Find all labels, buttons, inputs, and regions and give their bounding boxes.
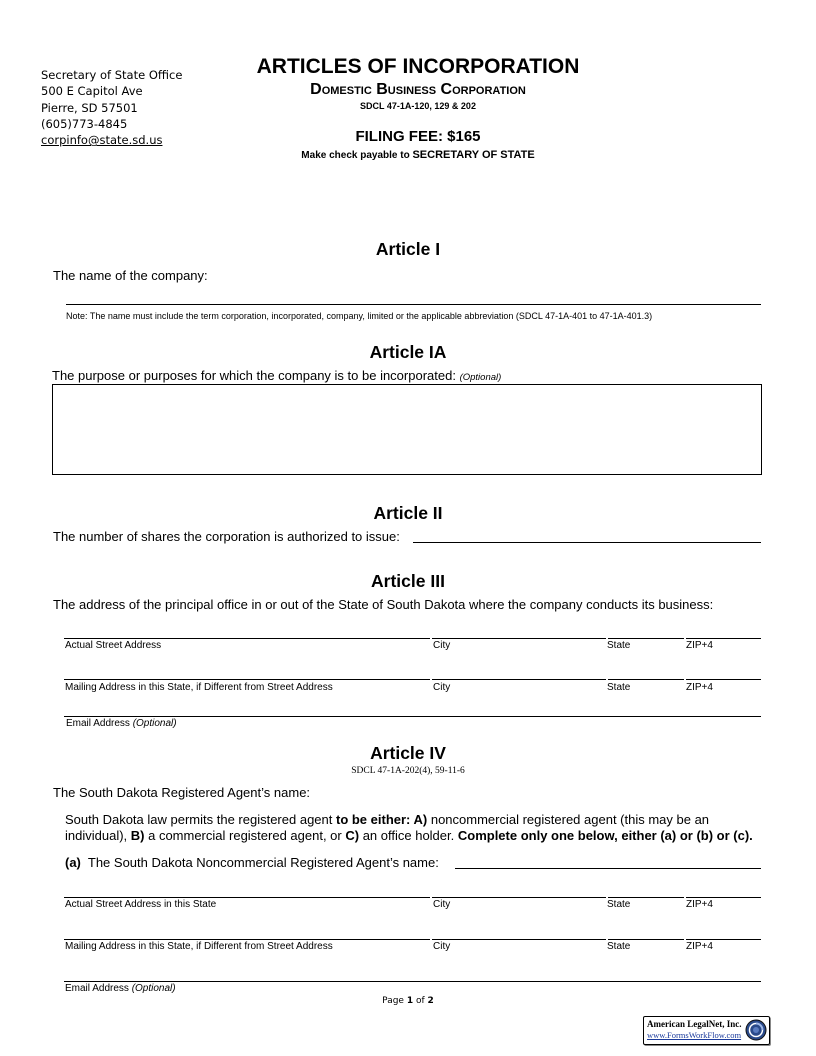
principal-email-optional: (Optional): [132, 718, 177, 729]
agent-city-label: City: [433, 899, 451, 910]
article-1a-optional: (Optional): [459, 372, 502, 383]
principal-city-label: City: [433, 640, 451, 651]
page-total: 2: [427, 996, 434, 1006]
article-2-prompt: The number of shares the corporation is authorized to issue:: [53, 529, 400, 544]
page-current: 1: [406, 996, 414, 1006]
agent-zip-label: ZIP+4: [686, 899, 713, 910]
option-a-marker: (a): [65, 855, 81, 870]
agent-mailing-state-field[interactable]: [608, 939, 684, 940]
article-4-heading: Article IV: [370, 743, 446, 763]
agent-email-label: [65, 983, 176, 994]
option-a-prompt-text: The South Dakota Noncommercial Registered Agent’s name:: [87, 855, 439, 870]
principal-email-label-text: Email Address: [66, 718, 130, 729]
principal-mailing-city-field[interactable]: [432, 679, 606, 680]
principal-street-field[interactable]: [64, 638, 430, 639]
agent-mailing-city-label: City: [433, 941, 451, 952]
agent-city-field[interactable]: [432, 897, 606, 898]
article-1a-prompt-text: The purpose or purposes for which the company is to be incorporated:: [52, 368, 456, 383]
globe-icon: [745, 1019, 767, 1041]
article-1a-heading: Article IA: [369, 342, 447, 362]
law-text-1: South Dakota law permits the registered agent: [65, 812, 336, 827]
article-3-heading: Article III: [371, 571, 445, 591]
office-city: Pierre, SD 57501: [41, 100, 138, 115]
form-title: ARTICLES OF INCORPORATION: [256, 55, 580, 78]
noncommercial-agent-name-field[interactable]: [455, 868, 761, 869]
principal-mailing-label: Mailing Address in this State, if Different from Street Address: [65, 682, 333, 693]
article-1-heading: Article I: [375, 239, 441, 259]
law-bold-4: Complete only one below, either (a) or (b) or (c).: [457, 828, 753, 843]
article-4-prompt: The South Dakota Registered Agent’s name:: [53, 785, 311, 800]
form-subtitle: Domestic Business Corporation: [310, 81, 526, 98]
law-text-3: individual),: [65, 828, 131, 843]
form-statute: SDCL 47-1A-120, 129 & 202: [360, 101, 476, 111]
agent-email-optional: (Optional): [131, 983, 176, 994]
agent-street-field[interactable]: [64, 897, 430, 898]
principal-mailing-zip-label: ZIP+4: [686, 682, 713, 693]
article-4-statute: SDCL 47-1A-202(4), 59-11-6: [351, 766, 465, 776]
american-legalnet-logo[interactable]: [643, 1016, 770, 1045]
law-text-2: noncommercial registered agent (this may be an: [427, 812, 710, 827]
article-1-note: Note: The name must include the term corporation, incorporated, company, limited or the applicable abbreviation (SDCL 47-1A-401 to 47-1A-401.3): [66, 311, 653, 321]
office-address: [41, 67, 182, 148]
shares-field[interactable]: [413, 542, 761, 543]
principal-mailing-state-field[interactable]: [608, 679, 684, 680]
agent-state-field[interactable]: [608, 897, 684, 898]
law-bold-2: B): [130, 828, 145, 843]
agent-email-label-text: Email Address: [65, 983, 129, 994]
principal-mailing-zip-field[interactable]: [686, 679, 761, 680]
registered-agent-law-text: [65, 812, 753, 844]
principal-city-field[interactable]: [432, 638, 606, 639]
page-of: of: [415, 996, 425, 1006]
article-1a-prompt: [52, 368, 501, 383]
agent-mailing-zip-field[interactable]: [686, 939, 761, 940]
principal-zip-label: ZIP+4: [686, 640, 713, 651]
agent-mailing-field[interactable]: [64, 939, 430, 940]
payable-to: SECRETARY OF STATE: [412, 149, 535, 161]
principal-zip-field[interactable]: [686, 638, 761, 639]
office-name: Secretary of State Office: [41, 68, 183, 82]
principal-street-label: Actual Street Address: [65, 640, 162, 651]
logo-company-name: American LegalNet, Inc.: [647, 1019, 742, 1029]
article-1-prompt: The name of the company:: [53, 268, 208, 283]
law-bold-3: C): [345, 828, 360, 843]
agent-state-label: State: [607, 899, 631, 910]
principal-mailing-field[interactable]: [64, 679, 430, 680]
agent-mailing-label: Mailing Address in this State, if Different from Street Address: [65, 941, 333, 952]
principal-email-label: [66, 718, 177, 729]
agent-email-field[interactable]: [64, 981, 761, 982]
principal-mailing-city-label: City: [433, 682, 451, 693]
principal-email-field[interactable]: [64, 716, 761, 717]
page-prefix: Page: [382, 996, 404, 1006]
principal-state-field[interactable]: [608, 638, 684, 639]
logo-url[interactable]: www.FormsWorkFlow.com: [647, 1030, 742, 1040]
agent-mailing-zip-label: ZIP+4: [686, 941, 713, 952]
page-number: [308, 996, 508, 1006]
article-2-heading: Article II: [373, 503, 443, 523]
company-name-field[interactable]: [66, 304, 761, 305]
law-bold-1: to be either: A): [335, 812, 428, 827]
payable-prefix: Make check payable to: [301, 150, 410, 161]
office-phone: (605)773-4845: [41, 116, 128, 131]
option-a-prompt: [65, 855, 439, 870]
filing-fee: FILING FEE: $165: [355, 128, 481, 145]
office-street: 500 E Capitol Ave: [41, 84, 143, 99]
agent-mailing-state-label: State: [607, 941, 631, 952]
office-email-link[interactable]: corpinfo@state.sd.us: [41, 133, 163, 148]
agent-mailing-city-field[interactable]: [432, 939, 606, 940]
principal-state-label: State: [607, 640, 631, 651]
principal-mailing-state-label: State: [607, 682, 631, 693]
article-3-prompt: The address of the principal office in or out of the State of South Dakota where the company conducts its business:: [53, 597, 714, 612]
purpose-field[interactable]: [52, 384, 762, 475]
payable-note: [208, 149, 628, 161]
law-text-5: an office holder.: [359, 828, 458, 843]
agent-zip-field[interactable]: [686, 897, 761, 898]
agent-street-label: Actual Street Address in this State: [65, 899, 217, 910]
law-text-4: a commercial registered agent, or: [144, 828, 346, 843]
